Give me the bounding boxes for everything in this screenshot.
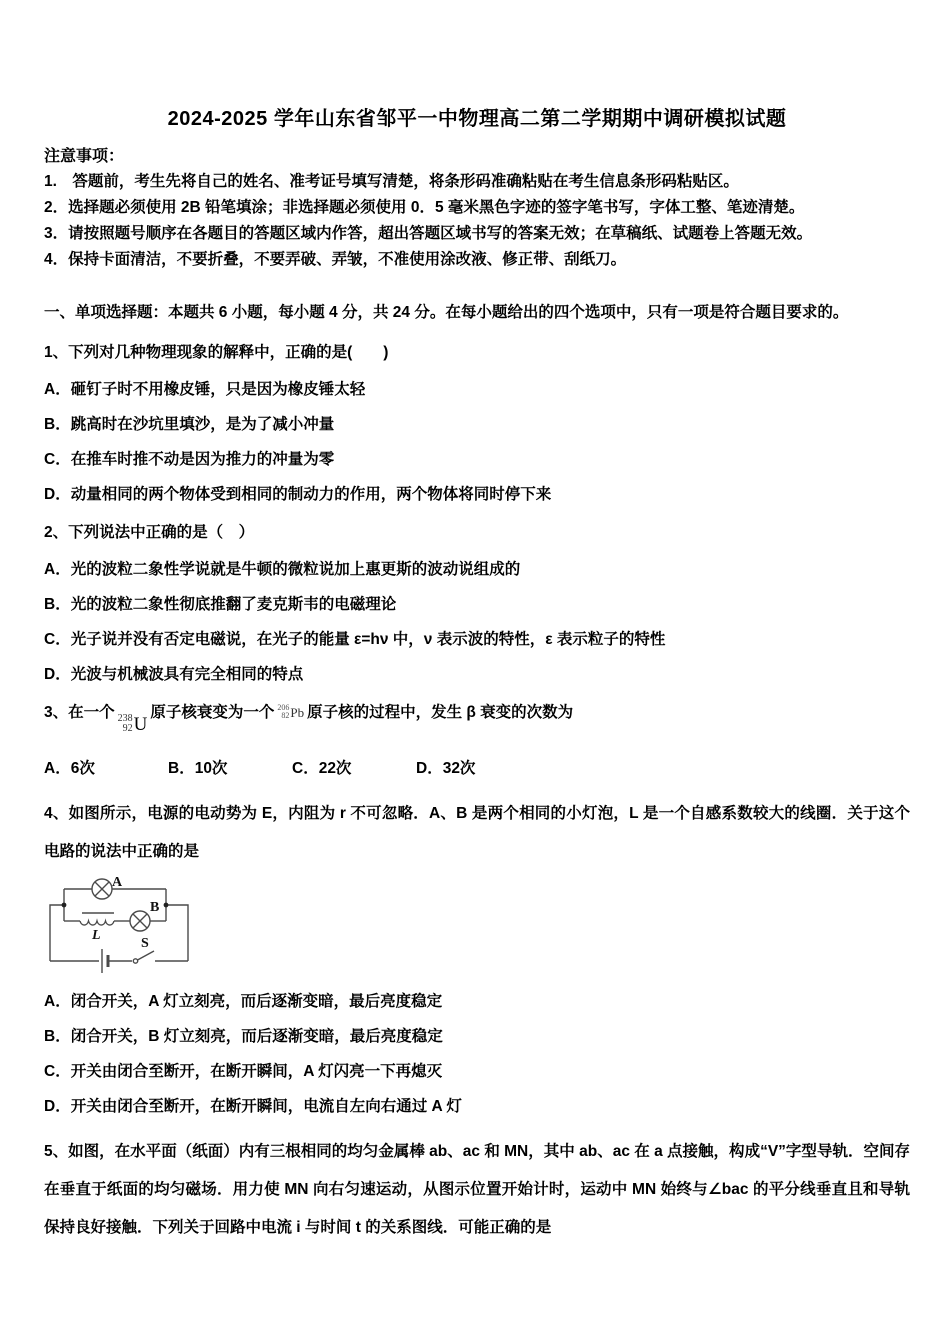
q3-stem-middle: 原子核衰变为一个 <box>150 704 275 721</box>
q3-option-a: A．6次 <box>44 760 95 777</box>
circuit-figure <box>44 877 200 977</box>
question-1 <box>44 341 910 505</box>
junction-dot-left <box>62 903 67 908</box>
question-3-options <box>44 758 910 779</box>
section-1-heading: 一、单项选择题：本题共 6 小题，每小题 4 分，共 24 分。在每小题给出的四个选项中，只有一项是符合题目要求的。 <box>44 304 849 321</box>
page-title: 2024-2025 学年山东省邹平一中物理高二第二学期期中调研模拟试题 <box>167 108 787 130</box>
lead-isotope <box>277 704 304 720</box>
notice-item-2: 2．选择题必须使用 2B 铅笔填涂；非选择题必须使用 0．5 毫米黑色字迹的签字笔书写，字体工整、笔迹清楚。 <box>44 199 805 216</box>
switch-lever <box>138 951 155 960</box>
q4-option-b: B．闭合开关，B 灯立刻亮，而后逐渐变暗，最后亮度稳定 <box>44 1028 443 1045</box>
question-5-stem: 5、如图，在水平面（纸面）内有三根相同的均匀金属棒 ab、ac 和 MN，其中 ab、ac 在 a 点接触，构成“V”字型导轨．空间存在垂直于纸面的均匀磁场．用力使 MN 向右匀速运动，从图示位置开始计时，运动中 MN 始终与∠bac 的平分线垂直且和导轨保持良好接触．下列关于回路中电流 i 与时间 t 的关系图线．可能正确的是 <box>44 1143 910 1236</box>
q3-option-d: D．32次 <box>416 760 476 777</box>
junction-dot-right <box>164 903 169 908</box>
lead-atomic-number: 82 <box>281 711 290 720</box>
notice-section <box>44 145 910 273</box>
question-2 <box>44 521 910 685</box>
notice-item-4: 4．保持卡面清洁，不要折叠，不要弄破、弄皱，不准使用涂改液、修正带、刮纸刀。 <box>44 251 627 268</box>
inductor-coil <box>80 921 114 925</box>
q1-option-c: C．在推车时推不动是因为推力的冲量为零 <box>44 451 335 468</box>
lamp-b-label: B <box>150 900 160 915</box>
question-4-stem: 4、如图所示，电源的电动势为 E，内阻为 r 不可忽略．A、B 是两个相同的小灯泡，L 是一个自感系数较大的线圈．关于这个电路的说法中正确的是 <box>44 805 910 860</box>
notice-item-1: 1. 答题前，考生先将自己的姓名、准考证号填写清楚，将条形码准确粘贴在考生信息条形码粘贴区。 <box>44 173 739 190</box>
q3-stem-after: 原子核的过程中，发生 β 衰变的次数为 <box>307 704 574 721</box>
q2-option-d: D．光波与机械波具有完全相同的特点 <box>44 666 304 683</box>
q4-option-d: D．开关由闭合至断开，在断开瞬间，电流自左向右通过 A 灯 <box>44 1098 462 1115</box>
uranium-symbol: U <box>133 713 148 735</box>
uranium-atomic-number: 92 <box>122 723 133 734</box>
q3-stem-before: 3、在一个 <box>44 704 115 721</box>
question-2-stem: 2、下列说法中正确的是（ ） <box>44 524 255 541</box>
q2-option-c: C．光子说并没有否定电磁说，在光子的能量 ε=hν 中，ν 表示波的特性，ε 表示粒子的特性 <box>44 631 666 648</box>
question-4-figure <box>44 877 910 977</box>
uranium-isotope <box>118 714 148 734</box>
q3-option-b: B．10次 <box>168 760 228 777</box>
q2-option-b: B．光的波粒二象性彻底推翻了麦克斯韦的电磁理论 <box>44 596 397 613</box>
q2-option-a: A．光的波粒二象性学说就是牛顿的微粒说加上惠更斯的波动说组成的 <box>44 561 521 578</box>
uranium-mass-number: 238 <box>117 713 133 724</box>
question-3-stem <box>44 701 910 734</box>
question-5 <box>44 1133 910 1247</box>
lead-mass-number: 206 <box>277 703 290 712</box>
q1-option-d: D．动量相同的两个物体受到相同的制动力的作用，两个物体将同时停下来 <box>44 486 552 503</box>
q4-option-c: C．开关由闭合至断开，在断开瞬间，A 灯闪亮一下再熄灭 <box>44 1063 443 1080</box>
inductor-label: L <box>92 928 101 943</box>
question-3 <box>44 701 910 779</box>
lead-symbol: Pb <box>290 704 305 720</box>
q1-option-a: A．砸钉子时不用橡皮锤，只是因为橡皮锤太轻 <box>44 381 366 398</box>
q3-option-c: C．22次 <box>292 760 352 777</box>
q1-option-b: B．跳高时在沙坑里填沙，是为了减小冲量 <box>44 416 335 433</box>
notice-item-3: 3．请按照题号顺序在各题目的答题区域内作答，超出答题区域书写的答案无效；在草稿纸、试题卷上答题无效。 <box>44 225 813 242</box>
switch-label: S <box>141 936 149 951</box>
question-4 <box>44 795 910 1117</box>
q4-option-a: A．闭合开关，A 灯立刻亮，而后逐渐变暗，最后亮度稳定 <box>44 993 443 1010</box>
switch-pivot <box>133 959 137 963</box>
question-1-stem: 1、下列对几种物理现象的解释中，正确的是( ) <box>44 344 389 361</box>
lamp-a-label: A <box>112 877 123 890</box>
notice-heading: 注意事项： <box>44 148 125 165</box>
